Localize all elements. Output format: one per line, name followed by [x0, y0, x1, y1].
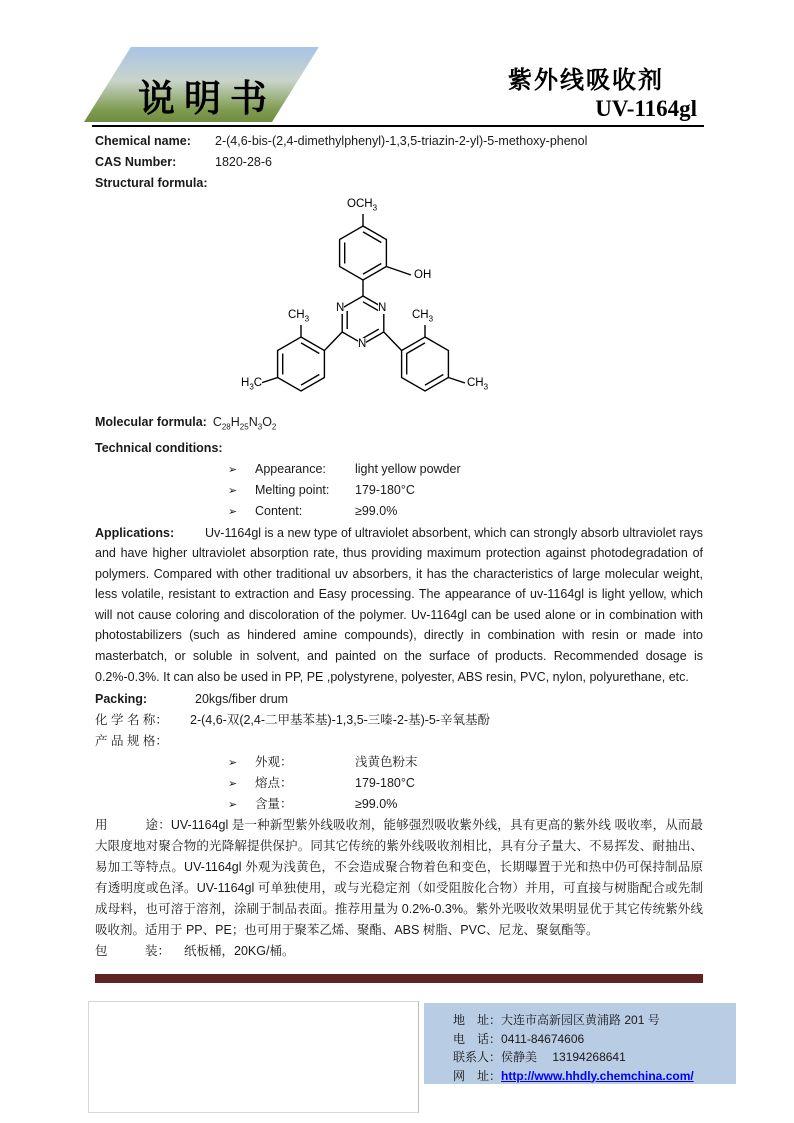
- tc-appearance-row: [95, 459, 703, 480]
- chinese-spec-row: [95, 731, 703, 752]
- applications-paragraph: [95, 523, 703, 688]
- arrow-bullet-icon: ➢: [228, 505, 238, 518]
- methoxy-label: $OCH_3$: [347, 198, 378, 213]
- product-category-title: 紫外线吸收剂: [508, 68, 664, 94]
- nitrogen-bottom-label: N: [358, 338, 367, 350]
- methyl-right-para-label: $CH_3$: [467, 377, 489, 392]
- usage-label: 用 途：: [95, 818, 171, 833]
- structural-formula-row: [95, 173, 703, 194]
- spec-melting-row: [95, 773, 703, 794]
- molecular-formula-label: Molecular formula:: [95, 415, 207, 429]
- packing-label: Packing:: [95, 692, 148, 707]
- address-row: [453, 1011, 736, 1030]
- contact-person-label: 联系人：: [453, 1050, 502, 1064]
- tc-melting-label: Melting point:: [255, 482, 330, 497]
- chinese-packing-label: 包 装：: [95, 944, 171, 959]
- applications-label: Applications:: [95, 525, 175, 540]
- methyl-left-para-label: $H_3C$: [241, 377, 263, 392]
- molecule-skeleton: [253, 196, 553, 408]
- footer-white-box: [88, 1001, 419, 1113]
- arrow-bullet-icon: ➢: [228, 799, 238, 812]
- chinese-packing-row: [95, 941, 703, 962]
- methyl-left-top-label: $CH_3$: [288, 309, 310, 324]
- footer-accent-bar: [95, 974, 703, 983]
- nitrogen-left-label: N: [336, 302, 345, 314]
- tc-content-value: ≥99.0%: [355, 503, 398, 518]
- spec-content-label: 含量：: [255, 797, 293, 812]
- arrow-bullet-icon: ➢: [228, 757, 238, 770]
- chinese-packing-value: 纸板桶，20KG/桶。: [184, 944, 295, 959]
- header-divider: [92, 125, 704, 127]
- applications-text: Uv-1164gl is a new type of ultraviolet absorbent, which can strongly absorb ultraviolet rays and have higher ultraviolet absorption rate, thus providing maximum protection against photodegradation of polymers. Compared with other traditional uv absorbers, it has the characteristics of large molecular weight, less volatile, resistant to extraction and Easy processing. The appearance of uv-1164gl is light yellow, which will not cause coloring and discoloration of the polymer. Uv-1164gl can be used alone or in combination with photostabilizers (such as hindered amine compounds), directly in combination with resin or made into masterbatch, or soluble in solvent, and painted on the surface of products. Recommended dosage is 0.2%-0.3%. It can also be used in PP, PE ,polystyrene, polyester, ABS resin, PVC, nylon, polyurethane, etc.: [95, 525, 703, 684]
- structural-formula-label: Structural formula:: [95, 176, 208, 190]
- packing-value: 20kgs/fiber drum: [195, 692, 289, 707]
- phone-value: 0411-84674606: [501, 1031, 585, 1046]
- spec-melting-value: 179-180°C: [355, 776, 415, 791]
- chinese-chemical-name-label: 化 学 名 称：: [95, 713, 168, 728]
- chemical-name-label: Chemical name:: [95, 134, 191, 148]
- website-link[interactable]: http://www.hhdly.chemchina.com/: [501, 1068, 694, 1083]
- arrow-bullet-icon: ➢: [228, 484, 238, 497]
- phone-label: 电 话：: [453, 1031, 502, 1046]
- spec-appearance-value: 浅黄色粉末: [355, 755, 418, 770]
- cas-number-label: CAS Number:: [95, 155, 177, 169]
- packing-row: [95, 689, 703, 710]
- product-code-title: UV-1164gl: [595, 96, 697, 121]
- usage-paragraph: [95, 815, 703, 941]
- contact-person-value: 侯静美 13194268641: [501, 1050, 626, 1064]
- tc-content-row: [95, 501, 703, 522]
- arrow-bullet-icon: ➢: [228, 463, 238, 476]
- tc-appearance-label: Appearance:: [255, 461, 326, 476]
- chemical-name-row: [95, 131, 703, 152]
- methyl-right-top-label: $CH_3$: [412, 309, 434, 324]
- molecular-formula-row: [95, 412, 703, 438]
- chinese-chemical-name-row: [95, 710, 703, 731]
- cas-number-value: 1820-28-6: [215, 155, 272, 169]
- chinese-spec-label: 产 品 规 格：: [95, 734, 168, 749]
- arrow-bullet-icon: ➢: [228, 778, 238, 791]
- spec-appearance-label: 外观：: [255, 755, 293, 770]
- hydroxyl-label: OH: [414, 269, 432, 281]
- tc-appearance-value: light yellow powder: [355, 461, 461, 476]
- address-value: 大连市高新园区黄浦路 201 号: [501, 1013, 660, 1027]
- spec-melting-label: 熔点：: [255, 776, 293, 791]
- spec-appearance-row: [95, 752, 703, 773]
- banner-title: 说明书: [138, 79, 276, 120]
- spec-content-value: ≥99.0%: [355, 797, 398, 812]
- document-body: [95, 131, 703, 983]
- spec-content-row: [95, 794, 703, 815]
- footer-contact-panel: [424, 1003, 736, 1084]
- nitrogen-right-label: N: [378, 302, 387, 314]
- website-label: 网 址：: [453, 1068, 502, 1083]
- address-label: 地 址：: [453, 1013, 502, 1027]
- tc-content-label: Content:: [255, 503, 303, 518]
- structural-formula-drawing: [241, 196, 553, 408]
- chinese-chemical-name-value: 2-(4,6-双(2,4-二甲基苯基)-1,3,5-三嗪-2-基)-5-辛氧基酚: [190, 713, 491, 728]
- phone-row: [453, 1030, 736, 1049]
- technical-conditions-label: Technical conditions:: [95, 440, 223, 455]
- contact-person-row: [453, 1048, 736, 1067]
- usage-text: UV-1164gl 是一种新型紫外线吸收剂，能够强烈吸收紫外线，具有更高的紫外线 吸收率，从而最大限度地对聚合物的光降解提供保护。同其它传统的紫外线吸收剂相比，具有分子量大、不易挥发、耐抽出、易加工等特点。UV-1164gl 外观为浅黄色，不会造成聚合物着色和变色，长期曝置于光和热中仍可保持制品原有透明度或色泽。UV-1164gl 可单独使用，或与光稳定剂（如受阻胺化合物）并用，可直接与树脂配合或先制成母料，也可溶于溶剂，涂刷于制品表面。推荐用量为 0.2%-0.3%。紫外光吸收效果明显优于其它传统紫外线吸收剂。适用于 PP、PE；也可用于聚苯乙烯、聚酯、ABS 树脂、PVC、尼龙、聚氨酯等。: [95, 818, 703, 938]
- chemical-name-value: 2-(4,6-bis-(2,4-dimethylphenyl)-1,3,5-triazin-2-yl)-5-methoxy-phenol: [215, 134, 588, 148]
- molecular-formula-value: $C_{28}H_{25}N_3O_2$: [212, 415, 277, 432]
- tc-melting-row: [95, 480, 703, 501]
- website-row: [453, 1067, 736, 1086]
- cas-number-row: [95, 152, 703, 173]
- technical-conditions-row: [95, 438, 703, 459]
- tc-melting-value: 179-180°C: [355, 482, 415, 497]
